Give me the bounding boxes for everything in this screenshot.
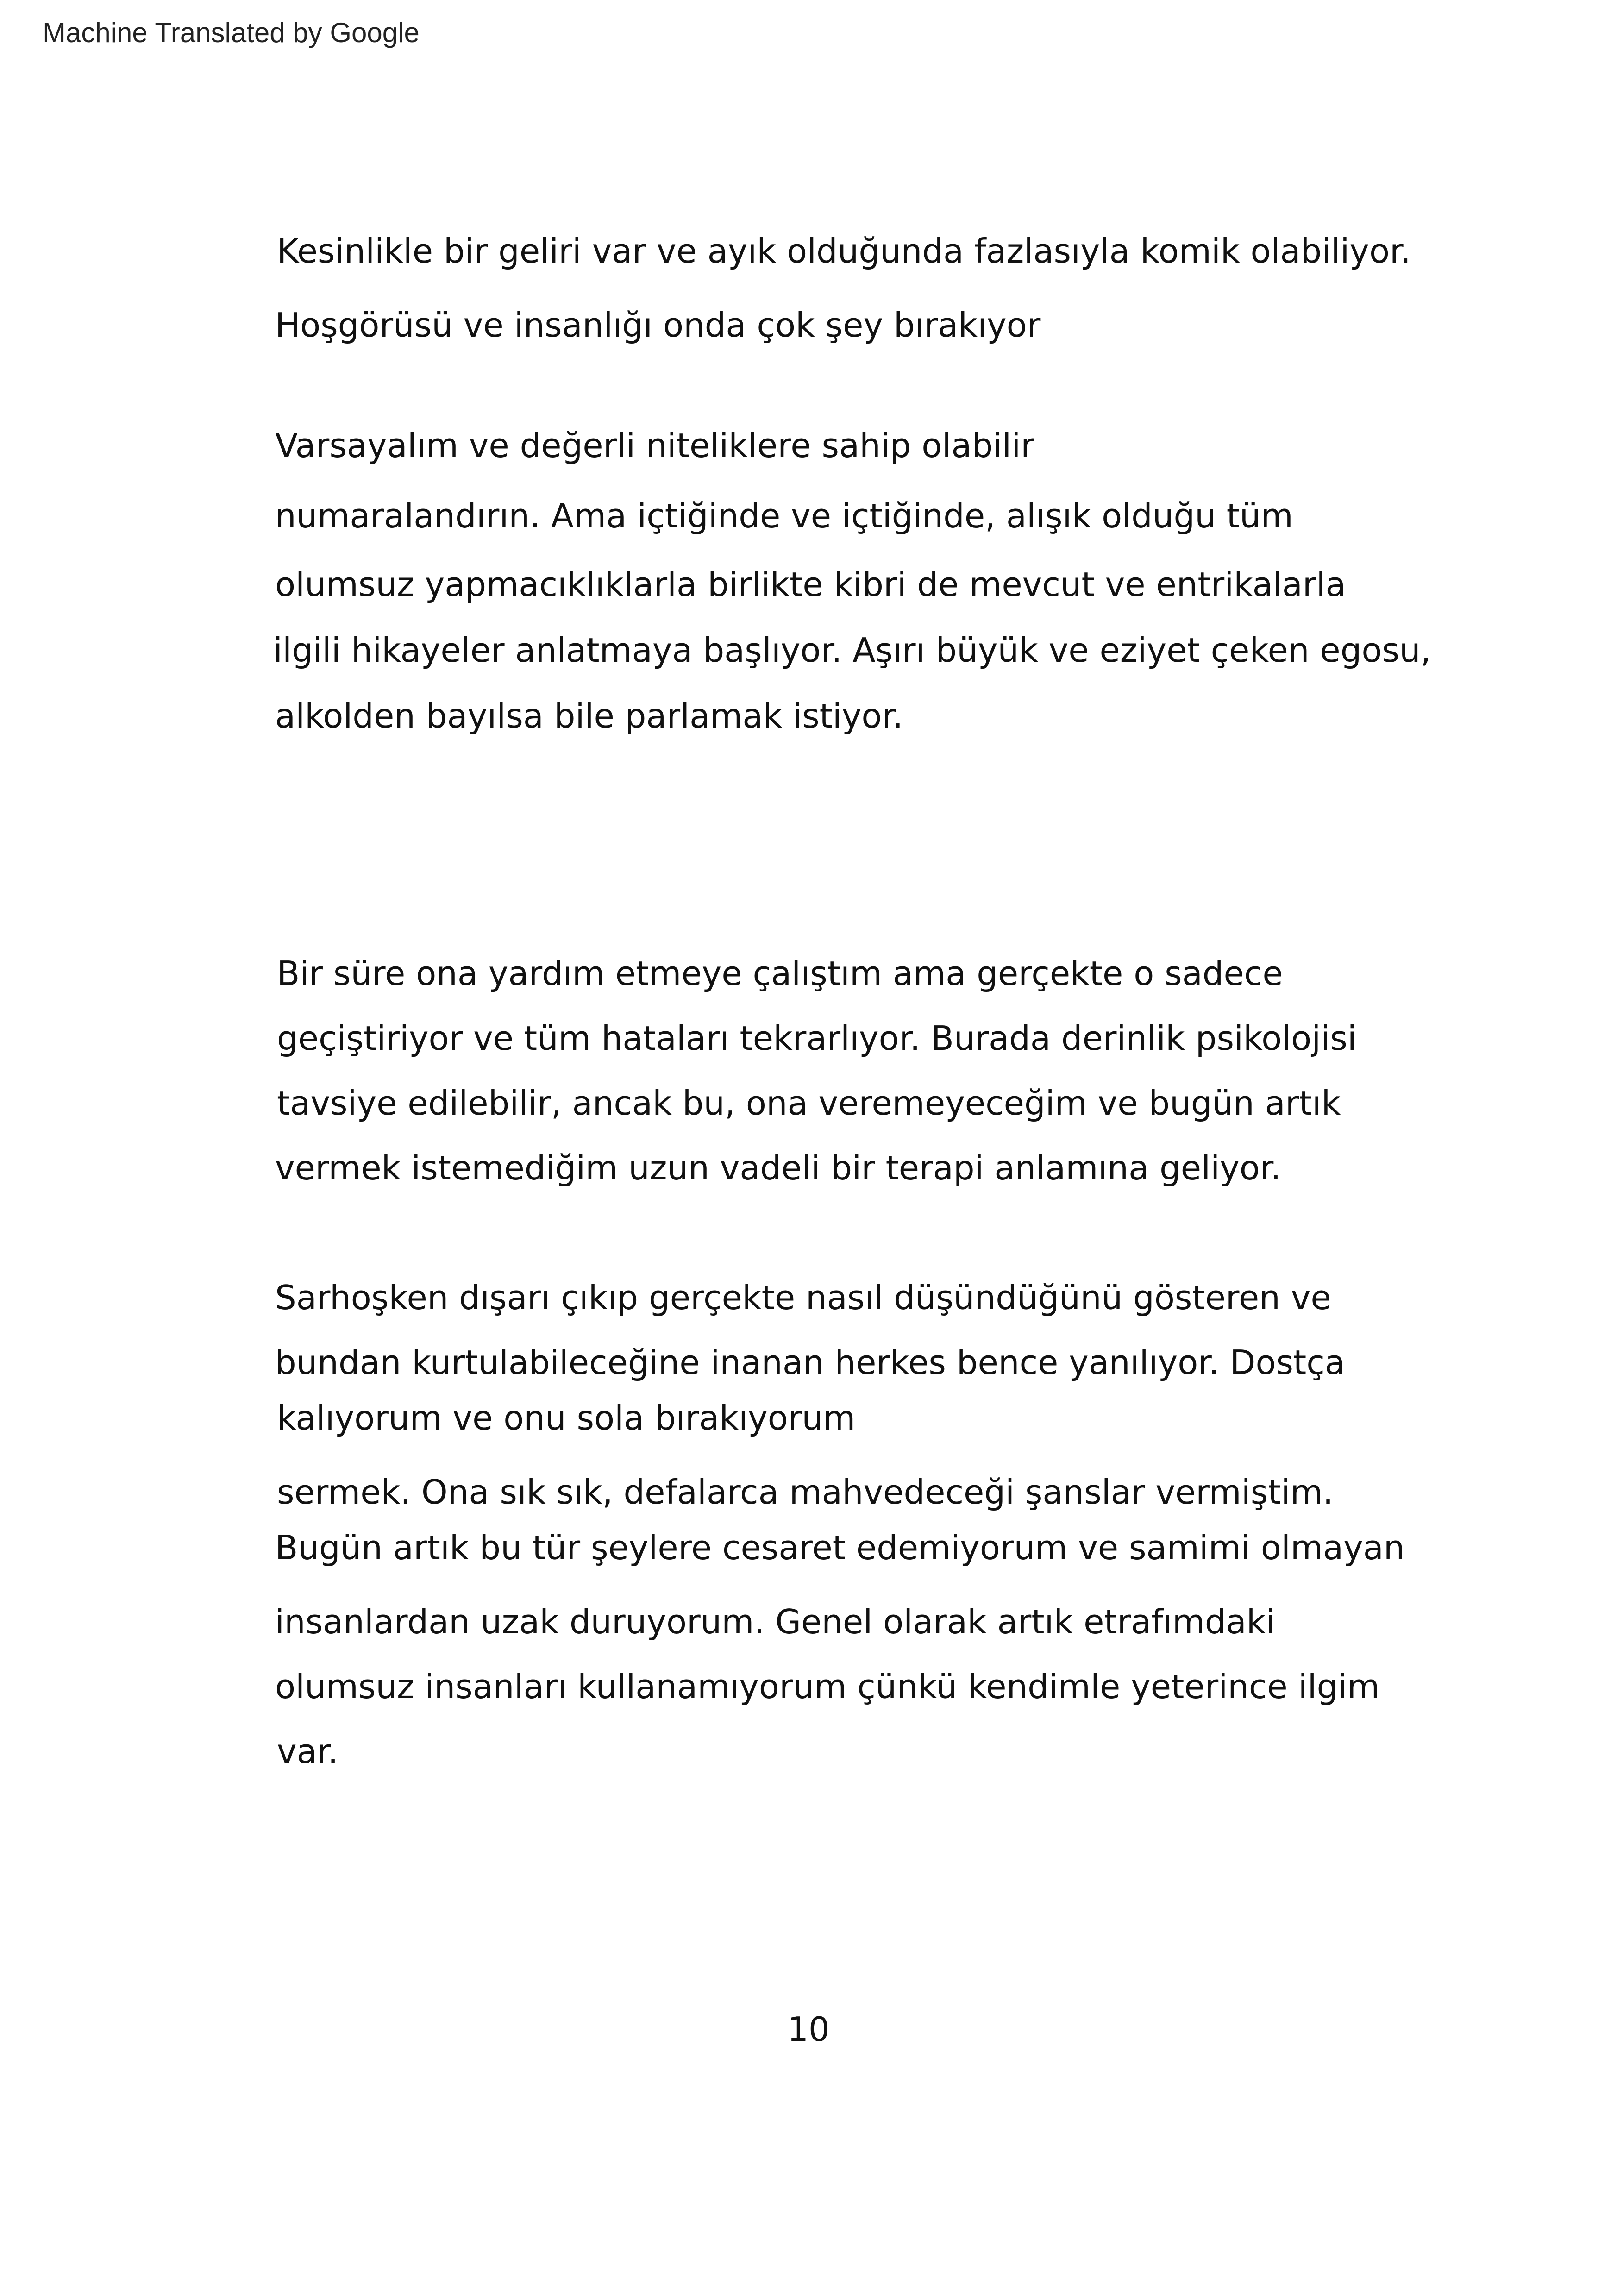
text-line: Sarhoşken dışarı çıkıp gerçekte nasıl düşündüğünü gösteren ve (275, 1278, 1331, 1317)
text-line: Varsayalım ve değerli niteliklere sahip olabilir (275, 426, 1034, 465)
text-line: var. (277, 1732, 338, 1771)
text-line: vermek istemediğim uzun vadeli bir terapi anlamına geliyor. (275, 1148, 1281, 1187)
text-line: kalıyorum ve onu sola bırakıyorum (277, 1399, 856, 1437)
text-line: olumsuz yapmacıklıklarla birlikte kibri de mevcut ve entrikalarla (275, 565, 1346, 604)
text-line: Bir süre ona yardım etmeye çalıştım ama gerçekte o sadece (277, 954, 1283, 993)
text-line: numaralandırın. Ama içtiğinde ve içtiğinde, alışık olduğu tüm (275, 496, 1293, 535)
text-line: alkolden bayılsa bile parlamak istiyor. (275, 696, 903, 735)
machine-translation-note: Machine Translated by Google (43, 17, 420, 48)
text-line: sermek. Ona sık sık, defalarca mahvedeceği şanslar vermiştim. (277, 1473, 1334, 1512)
text-line: olumsuz insanları kullanamıyorum çünkü kendimle yeterince ilgim (275, 1667, 1380, 1706)
text-line: Kesinlikle bir geliri var ve ayık olduğunda fazlasıyla komik olabiliyor. (277, 232, 1411, 270)
text-line: tavsiye edilebilir, ancak bu, ona veremeyeceğim ve bugün artık (277, 1084, 1341, 1123)
text-line: geçiştiriyor ve tüm hataları tekrarlıyor. Burada derinlik psikolojisi (277, 1019, 1357, 1058)
text-line: bundan kurtulabileceğine inanan herkes bence yanılıyor. Dostça (275, 1343, 1345, 1382)
text-line: ilgili hikayeler anlatmaya başlıyor. Aşırı büyük ve eziyet çeken egosu, (273, 631, 1431, 670)
text-line: Bugün artık bu tür şeylere cesaret edemiyorum ve samimi olmayan (275, 1528, 1405, 1567)
page-number: 10 (787, 2010, 830, 2049)
text-line: insanlardan uzak duruyorum. Genel olarak artık etrafımdaki (275, 1602, 1275, 1641)
text-line: Hoşgörüsü ve insanlığı onda çok şey bırakıyor (275, 306, 1041, 345)
